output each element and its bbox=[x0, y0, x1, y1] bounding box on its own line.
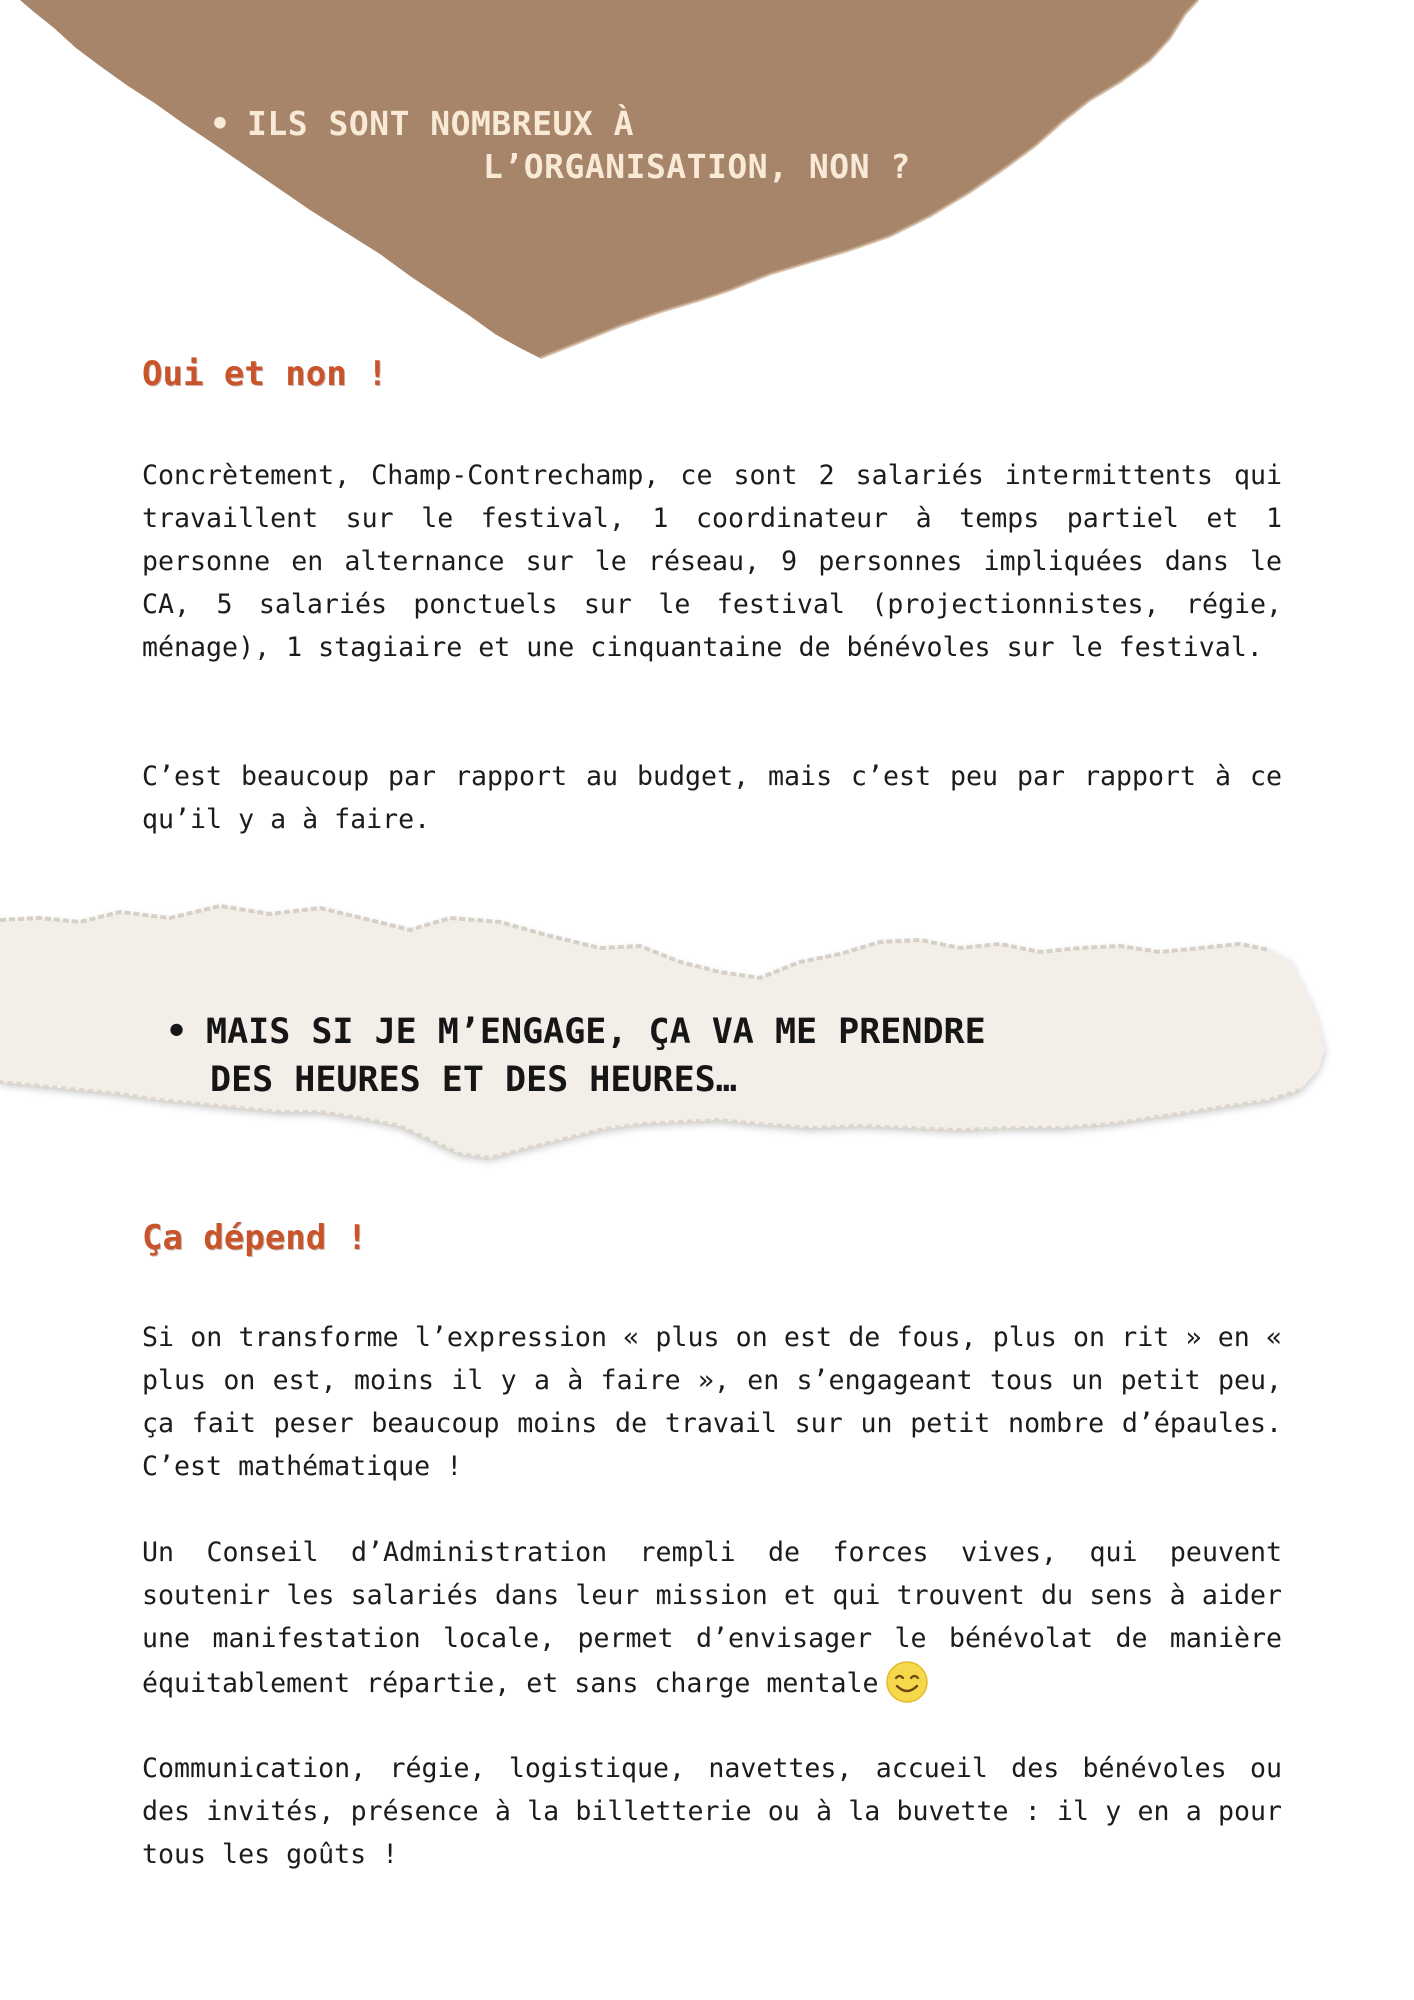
paragraph-conseil-text: Un Conseil d’Administration rempli de forces vives, qui peuvent soutenir les salariés dans leur mission et qui trouvent du sens à aider une manifestation locale, permet d’envisager le bénévolat de manière équitablement répartie, et sans charge mentale bbox=[142, 1537, 1282, 1699]
paragraph-conseil-administration bbox=[142, 1531, 1282, 1705]
paragraph-budget: C’est beaucoup par rapport au budget, mais c’est peu par rapport à ce qu’il y a à faire. bbox=[142, 761, 1282, 835]
paragraph-team-composition: Concrètement, Champ-Contrechamp, ce sont 2 salariés intermittents qui travaillent sur le festival, 1 coordinateur à temps partiel et 1 personne en alternance sur le réseau, 9 personnes impliquées dans le CA, 5 salariés ponctuels sur le festival (projectionnistes, régie, ménage), 1 stagiaire et une cinquantaine de bénévoles sur le festival. bbox=[142, 460, 1282, 663]
answer-heading-ca-depend: Ça dépend ! bbox=[142, 1218, 368, 1258]
question-line-1: MAIS SI JE M’ENGAGE, ÇA VA ME PRENDRE bbox=[206, 1012, 986, 1052]
paragraph-missions-list: Communication, régie, logistique, navettes, accueil des bénévoles ou des invités, présence à la billetterie ou à la buvette : il y en a pour tous les goûts ! bbox=[142, 1753, 1282, 1870]
question-line-2: DES HEURES ET DES HEURES… bbox=[210, 1060, 737, 1100]
question-engagement-time bbox=[166, 1008, 1126, 1104]
bullet-point: • bbox=[166, 1012, 188, 1052]
question-line-2: L’ORGANISATION, NON ? bbox=[483, 147, 911, 186]
answer-heading-oui-et-non: Oui et non ! bbox=[142, 354, 388, 394]
smiling-face-icon bbox=[885, 1660, 929, 1704]
question-line-1: ILS SONT NOMBREUX À bbox=[247, 104, 634, 143]
bullet-point: • bbox=[210, 104, 231, 143]
paragraph-expression: Si on transforme l’expression « plus on est de fous, plus on rit » en « plus on est, moins il y a à faire », en s’engageant tous un petit peu, ça fait peser beaucoup moins de travail sur un petit nombre d’épaules. C’est mathématique ! bbox=[142, 1322, 1282, 1482]
